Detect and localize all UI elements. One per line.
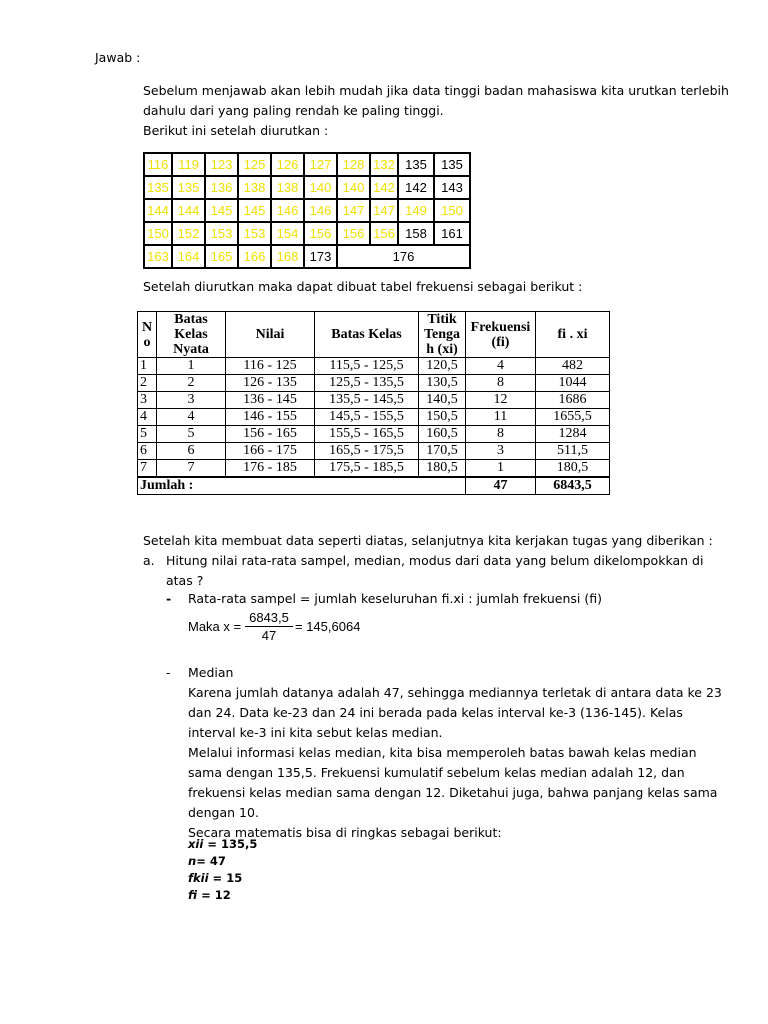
freq-table-intro: Setelah diurutkan maka dapat dibuat tabel frekuensi sebagai berikut : <box>143 279 583 294</box>
variable-value: = 135,5 <box>203 837 258 851</box>
cell-fi: 4 <box>466 358 536 375</box>
intro-line: Berikut ini setelah diurutkan : <box>143 123 329 138</box>
cell-nilai: 146 - 155 <box>226 409 315 426</box>
median-explanation <box>188 683 722 843</box>
cell-xi: 170,5 <box>419 443 466 460</box>
data-cell: 158 <box>398 222 434 245</box>
data-cell: 161 <box>434 222 470 245</box>
cell-batas: 135,5 - 145,5 <box>315 392 419 409</box>
data-cell: 136 <box>205 176 238 199</box>
cell-nilai: 176 - 185 <box>226 460 315 478</box>
mean-fraction <box>245 610 293 643</box>
median-variable <box>188 887 257 904</box>
task-intro: Setelah kita membuat data seperti diatas, selanjutnya kita kerjakan tugas yang diberikan : <box>143 533 713 548</box>
data-cell: 127 <box>304 153 337 176</box>
header-batas-kelas: Batas Kelas <box>315 312 419 358</box>
median-line: interval ke-3 ini kita sebut kelas median. <box>188 725 443 740</box>
data-cell: 126 <box>271 153 304 176</box>
cell-fixi: 1655,5 <box>536 409 610 426</box>
frequency-table-row <box>138 443 610 460</box>
data-cell: 150 <box>144 222 172 245</box>
cell-fixi: 482 <box>536 358 610 375</box>
data-cell: 147 <box>337 199 370 222</box>
median-variables <box>188 836 257 904</box>
cell-bkn: 1 <box>157 358 226 375</box>
cell-batas: 155,5 - 165,5 <box>315 426 419 443</box>
variable-value: = 47 <box>196 854 226 868</box>
fraction-line <box>245 626 293 627</box>
data-cell: 146 <box>271 199 304 222</box>
answer-heading: Jawab : <box>95 50 141 65</box>
cell-fi: 3 <box>466 443 536 460</box>
data-cell: 119 <box>172 153 205 176</box>
sorted-data-row <box>144 199 470 222</box>
cell-nilai: 166 - 175 <box>226 443 315 460</box>
total-row <box>138 477 610 495</box>
mean-result: = 145,6064 <box>295 619 361 634</box>
median-line: sama dengan 135,5. Frekuensi kumulatif sebelum kelas median adalah 12, dan <box>188 765 685 780</box>
median-line: dengan 10. <box>188 805 259 820</box>
data-cell: 135 <box>144 176 172 199</box>
sorted-data-row <box>144 153 470 176</box>
data-cell: 142 <box>398 176 434 199</box>
data-cell: 164 <box>172 245 205 268</box>
cell-fixi: 1686 <box>536 392 610 409</box>
data-cell: 138 <box>238 176 271 199</box>
data-cell: 149 <box>398 199 434 222</box>
data-cell: 150 <box>434 199 470 222</box>
data-cell: 140 <box>304 176 337 199</box>
cell-fixi: 1044 <box>536 375 610 392</box>
data-cell: 166 <box>238 245 271 268</box>
data-cell: 168 <box>271 245 304 268</box>
median-variable <box>188 870 257 887</box>
task-a-line: atas ? <box>166 573 204 588</box>
data-cell: 176 <box>337 245 470 268</box>
cell-bkn: 6 <box>157 443 226 460</box>
variable-name: xii <box>188 837 204 851</box>
cell-fixi: 180,5 <box>536 460 610 478</box>
header-no: N o <box>138 312 157 358</box>
cell-no: 3 <box>138 392 157 409</box>
frequency-table-row <box>138 409 610 426</box>
sorted-data-table <box>143 152 471 269</box>
header-frekuensi: Frekuensi (fi) <box>466 312 536 358</box>
cell-fixi: 511,5 <box>536 443 610 460</box>
data-cell: 132 <box>370 153 398 176</box>
data-cell: 125 <box>238 153 271 176</box>
cell-bkn: 2 <box>157 375 226 392</box>
median-bullet: - <box>166 665 171 680</box>
sorted-data-row <box>144 176 470 199</box>
task-a-line: Hitung nilai rata-rata sampel, median, modus dari data yang belum dikelompokkan di <box>166 553 704 568</box>
intro-line: Sebelum menjawab akan lebih mudah jika data tinggi badan mahasiswa kita urutkan terlebih <box>143 83 729 98</box>
data-cell: 145 <box>238 199 271 222</box>
data-cell: 154 <box>271 222 304 245</box>
data-cell: 146 <box>304 199 337 222</box>
mean-bullet: - <box>166 591 172 606</box>
sorted-data-row <box>144 245 470 268</box>
data-cell: 123 <box>205 153 238 176</box>
frequency-table-row <box>138 426 610 443</box>
data-cell: 147 <box>370 199 398 222</box>
data-cell: 142 <box>370 176 398 199</box>
cell-nilai: 116 - 125 <box>226 358 315 375</box>
sorted-data-row <box>144 222 470 245</box>
intro-text <box>143 81 729 141</box>
task-a-marker: a. <box>143 553 155 568</box>
cell-batas: 115,5 - 125,5 <box>315 358 419 375</box>
cell-batas: 145,5 - 155,5 <box>315 409 419 426</box>
cell-no: 2 <box>138 375 157 392</box>
variable-name: n <box>188 854 197 868</box>
variable-value: = 15 <box>208 871 243 885</box>
cell-no: 5 <box>138 426 157 443</box>
mean-definition: Rata-rata sampel = jumlah keseluruhan fi.xi : jumlah frekuensi (fi) <box>188 591 602 606</box>
data-cell: 153 <box>205 222 238 245</box>
cell-bkn: 7 <box>157 460 226 478</box>
median-line: frekuensi kelas median sama dengan 12. Diketahui juga, bahwa panjang kelas sama <box>188 785 718 800</box>
data-cell: 135 <box>434 153 470 176</box>
data-cell: 163 <box>144 245 172 268</box>
cell-nilai: 136 - 145 <box>226 392 315 409</box>
cell-batas: 175,5 - 185,5 <box>315 460 419 478</box>
variable-name: fkii <box>188 871 209 885</box>
mean-prefix: Maka x = <box>188 619 242 634</box>
cell-bkn: 5 <box>157 426 226 443</box>
data-cell: 144 <box>172 199 205 222</box>
cell-no: 4 <box>138 409 157 426</box>
median-line: Karena jumlah datanya adalah 47, sehingga mediannya terletak di antara data ke 23 <box>188 685 722 700</box>
data-cell: 135 <box>172 176 205 199</box>
total-fi-xi: 6843,5 <box>536 477 610 495</box>
data-cell: 165 <box>205 245 238 268</box>
median-line: Melalui informasi kelas median, kita bisa memperoleh batas bawah kelas median <box>188 745 697 760</box>
task-a-text <box>166 551 703 591</box>
frequency-table-row <box>138 392 610 409</box>
data-cell: 156 <box>370 222 398 245</box>
data-cell: 138 <box>271 176 304 199</box>
frequency-table-header <box>138 312 610 358</box>
header-titik-tengah: Titik Tenga h (xi) <box>419 312 466 358</box>
cell-fi: 11 <box>466 409 536 426</box>
data-cell: 144 <box>144 199 172 222</box>
cell-fi: 12 <box>466 392 536 409</box>
frequency-table-row <box>138 375 610 392</box>
data-cell: 143 <box>434 176 470 199</box>
data-cell: 153 <box>238 222 271 245</box>
frequency-table <box>137 311 610 495</box>
median-line: dan 24. Data ke-23 dan 24 ini berada pada kelas interval ke-3 (136-145). Kelas <box>188 705 683 720</box>
total-label: Jumlah : <box>138 477 466 495</box>
median-title: Median <box>188 665 234 680</box>
cell-batas: 165,5 - 175,5 <box>315 443 419 460</box>
cell-nilai: 156 - 165 <box>226 426 315 443</box>
cell-no: 6 <box>138 443 157 460</box>
cell-bkn: 3 <box>157 392 226 409</box>
cell-fi: 8 <box>466 426 536 443</box>
median-variable <box>188 836 257 853</box>
cell-bkn: 4 <box>157 409 226 426</box>
cell-xi: 160,5 <box>419 426 466 443</box>
header-nilai: Nilai <box>226 312 315 358</box>
frequency-table-row <box>138 358 610 375</box>
variable-value: = 12 <box>197 888 231 902</box>
data-cell: 135 <box>398 153 434 176</box>
median-variable <box>188 853 257 870</box>
data-cell: 145 <box>205 199 238 222</box>
frequency-table-row <box>138 460 610 478</box>
cell-batas: 125,5 - 135,5 <box>315 375 419 392</box>
intro-line: dahulu dari yang paling rendah ke paling tinggi. <box>143 103 444 118</box>
median-line: Secara matematis bisa di ringkas sebagai berikut: <box>188 825 502 840</box>
data-cell: 140 <box>337 176 370 199</box>
data-cell: 156 <box>337 222 370 245</box>
cell-fi: 8 <box>466 375 536 392</box>
cell-xi: 180,5 <box>419 460 466 478</box>
data-cell: 116 <box>144 153 172 176</box>
data-cell: 152 <box>172 222 205 245</box>
cell-xi: 120,5 <box>419 358 466 375</box>
header-batas-kelas-nyata: Batas Kelas Nyata <box>157 312 226 358</box>
cell-xi: 140,5 <box>419 392 466 409</box>
cell-fi: 1 <box>466 460 536 478</box>
fraction-denominator: 47 <box>261 628 277 643</box>
cell-no: 1 <box>138 358 157 375</box>
cell-nilai: 126 - 135 <box>226 375 315 392</box>
data-cell: 173 <box>304 245 337 268</box>
cell-xi: 130,5 <box>419 375 466 392</box>
cell-xi: 150,5 <box>419 409 466 426</box>
fraction-numerator: 6843,5 <box>249 610 289 625</box>
cell-no: 7 <box>138 460 157 478</box>
data-cell: 156 <box>304 222 337 245</box>
cell-fixi: 1284 <box>536 426 610 443</box>
variable-name: fi <box>188 888 198 902</box>
header-fi-xi: fi . xi <box>536 312 610 358</box>
data-cell: 128 <box>337 153 370 176</box>
total-frequency: 47 <box>466 477 536 495</box>
